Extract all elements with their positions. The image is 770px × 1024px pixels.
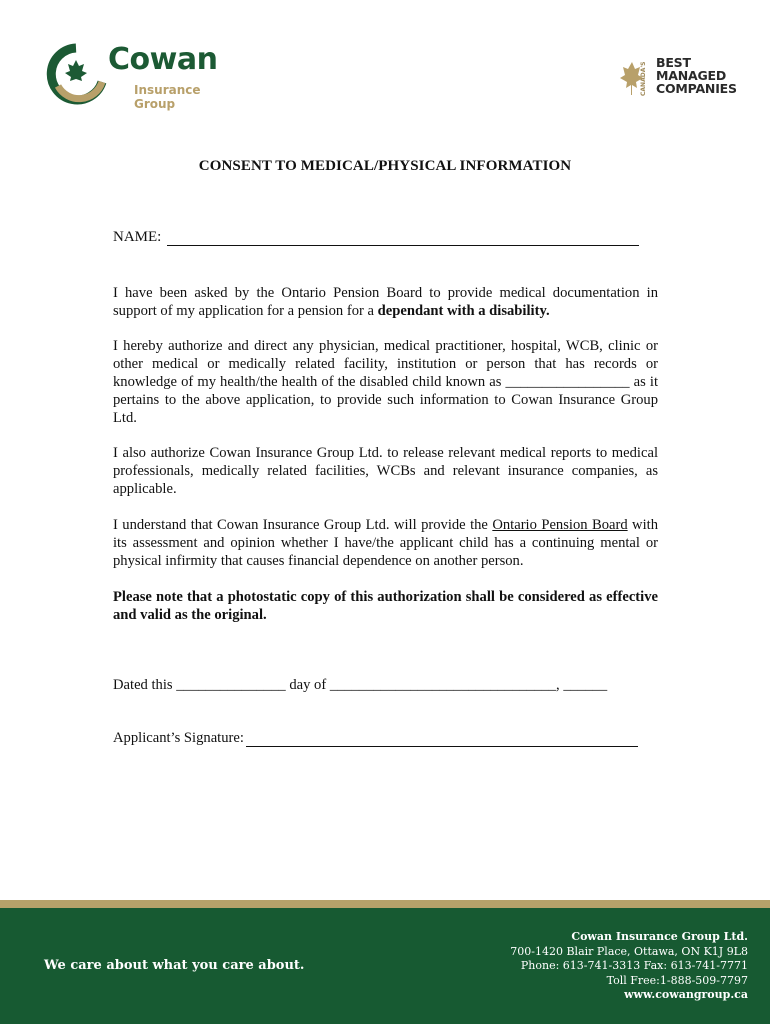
footer-gold-band xyxy=(0,900,770,908)
signature-label: Applicant’s Signature: xyxy=(113,730,244,746)
paragraph-2: I hereby authorize and direct any physician, medical practitioner, hospital, WCB, clinic or other medical or medically related facility, institution or person that has records or knowledge of my health/the health of the disabled child known as _________________ as it pertains to the above application, to provide such information to Cowan Insurance Group Ltd. xyxy=(113,338,658,426)
cowan-logo xyxy=(44,42,244,111)
footer-address: 700-1420 Blair Place, Ottawa, ON K1J 9L8 xyxy=(510,944,748,958)
footer-address-block xyxy=(510,930,748,1003)
footer-phone-fax: Phone: 613-741-3313 Fax: 613-741-7771 xyxy=(520,959,748,973)
footer-toll-free: Toll Free:1-888-509-7797 xyxy=(606,973,748,987)
best-managed-logo xyxy=(620,52,740,102)
paragraph-4 xyxy=(113,516,658,570)
paragraph-4-text: I understand that Cowan Insurance Group Ltd. will provide the xyxy=(113,517,493,533)
paragraph-1-bold: dependant with a disability. xyxy=(377,303,550,319)
award-line-3: COMPANIES xyxy=(656,81,737,96)
footer-company: Cowan Insurance Group Ltd. xyxy=(571,930,748,943)
paragraph-5: Please note that a photostatic copy of this authorization shall be considered as effective and valid as the original. xyxy=(113,589,658,623)
paragraph-4-text-end: with its assessment and opinion whether I have/the applicant child has a continuing mental or physical infirmity that causes financial dependence on another person. xyxy=(113,517,658,569)
signature-blank-line[interactable] xyxy=(246,732,638,747)
award-side-text: CANADA'S xyxy=(640,61,647,96)
award-line-2: MANAGED xyxy=(656,68,727,83)
paragraph-1 xyxy=(113,284,658,320)
name-blank-line[interactable] xyxy=(167,231,639,246)
page-title: CONSENT TO MEDICAL/PHYSICAL INFORMATION xyxy=(198,158,572,174)
footer-tagline: We care about what you care about. xyxy=(44,958,305,973)
award-line-1: BEST xyxy=(656,55,691,70)
logo-wordmark: Cowan xyxy=(108,42,218,77)
name-label: NAME: xyxy=(113,229,162,245)
footer xyxy=(0,908,770,1024)
paragraph-3: I also authorize Cowan Insurance Group Ltd. to release relevant medical reports to medical professionals, medically related facilities, WCBs and relevant insurance companies, as applicable. xyxy=(113,445,658,497)
name-field xyxy=(113,229,639,246)
cowan-logo-mark-icon xyxy=(44,42,108,106)
dated-line[interactable]: Dated this _______________ day of _______________________________, ______ xyxy=(113,677,608,693)
footer-website[interactable]: www.cowangroup.ca xyxy=(624,988,748,1002)
paragraph-4-underlined: Ontario Pension Board xyxy=(492,517,628,533)
logo-subtitle: Insurance Group xyxy=(134,83,201,111)
signature-field xyxy=(113,730,638,747)
paragraph-1-text: I have been asked by the Ontario Pension Board to provide medical documentation in support of my application for a pension for a xyxy=(113,285,658,319)
